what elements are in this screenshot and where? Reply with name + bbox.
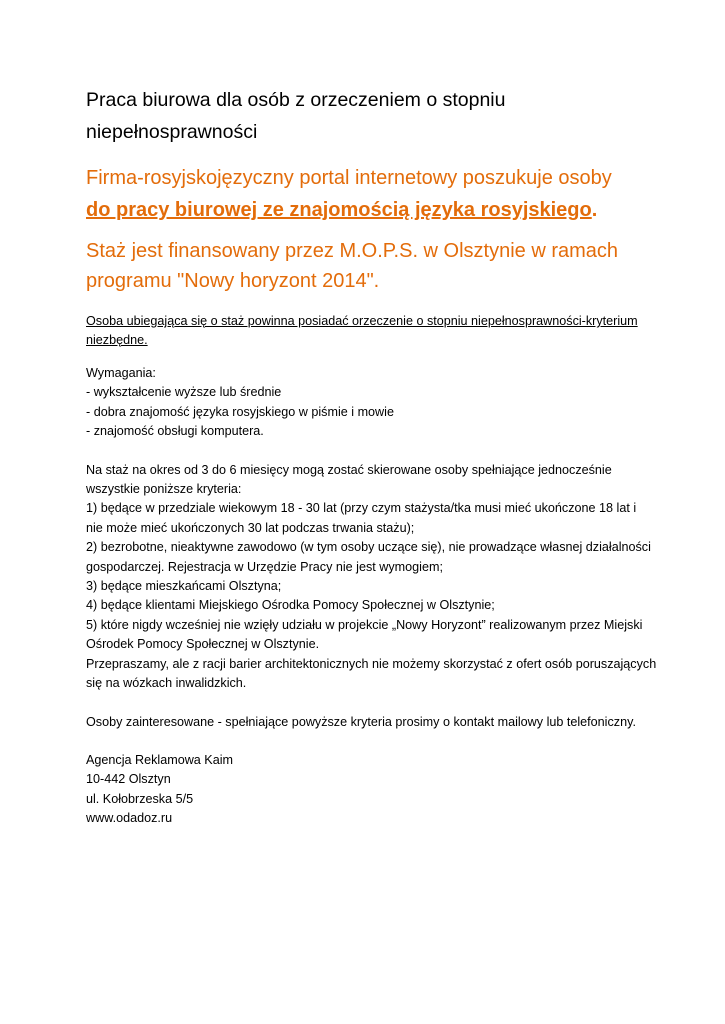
- job-title-period: .: [591, 199, 598, 221]
- requirement-item: - dobra znajomość języka rosyjskiego w piśmie i mowie: [86, 404, 394, 419]
- requirement-note-line: niezbędne.: [86, 333, 148, 347]
- requirement-note: [86, 312, 646, 350]
- funding-lead-line: programu "Nowy horyzont 2014".: [86, 270, 380, 292]
- contact-request-text: Osoby zainteresowane - spełniające powyższe kryteria prosimy o kontakt mailowy lub telefoniczny.: [86, 714, 636, 729]
- company-lead: [86, 162, 646, 226]
- address-block: [86, 751, 646, 829]
- requirement-item: - wykształcenie wyższe lub średnie: [86, 385, 282, 400]
- website-link[interactable]: www.odadoz.ru: [86, 811, 173, 826]
- job-title-emphasis: do pracy biurowej ze znajomością języka rosyjskiego: [86, 199, 592, 221]
- criteria-line: Ośrodek Pomocy Społecznej w Olsztynie.: [86, 637, 320, 652]
- document-page: [86, 84, 657, 829]
- document-title: [86, 84, 646, 148]
- company-lead-line: Firma-rosyjskojęzyczny portal internetowy poszukuje osoby: [86, 167, 612, 189]
- title-line: Praca biurowa dla osób z orzeczeniem o stopniu: [86, 89, 506, 111]
- criteria-line: się na wózkach inwalidzkich.: [86, 676, 247, 691]
- criteria-line: 5) które nigdy wcześniej nie wzięły udziału w projekcie „Nowy Horyzont” realizowanym przez Miejski: [86, 617, 643, 632]
- company-name: Agencja Reklamowa Kaim: [86, 752, 233, 767]
- criteria-line: 3) będące mieszkańcami Olsztyna;: [86, 579, 282, 594]
- criteria-line: nie może mieć ukończonych 30 lat podczas trwania stażu);: [86, 520, 415, 535]
- criteria-line: Przepraszamy, ale z racji barier architektonicznych nie możemy skorzystać z ofert osób poruszających: [86, 656, 657, 671]
- criteria-line: 2) bezrobotne, nieaktywne zawodowo (w tym osoby uczące się), nie prowadzące własnej działalności: [86, 540, 651, 555]
- contact-request: [86, 713, 646, 732]
- requirement-note-line: Osoba ubiegająca się o staż powinna posiadać orzeczenie o stopniu niepełnosprawności-kryterium: [86, 314, 638, 328]
- funding-lead-line: Staż jest finansowany przez M.O.P.S. w Olsztynie w ramach: [86, 240, 619, 262]
- postal-city: 10-442 Olsztyn: [86, 772, 171, 787]
- criteria-line: Na staż na okres od 3 do 6 miesięcy mogą zostać skierowane osoby spełniające jednocześnie: [86, 462, 612, 477]
- requirements-heading: Wymagania:: [86, 366, 156, 380]
- criteria-section: [86, 461, 657, 694]
- criteria-line: gospodarczej. Rejestracja w Urzędzie Pracy nie jest wymogiem;: [86, 559, 443, 574]
- funding-lead: [86, 236, 646, 296]
- requirements-section: [86, 364, 646, 442]
- criteria-line: wszystkie poniższe kryteria:: [86, 482, 242, 497]
- requirement-item: - znajomość obsługi komputera.: [86, 424, 264, 439]
- criteria-line: 1) będące w przedziale wiekowym 18 - 30 lat (przy czym stażysta/tka musi mieć ukończone 18 lat i: [86, 501, 637, 516]
- criteria-line: 4) będące klientami Miejskiego Ośrodka Pomocy Społecznej w Olsztynie;: [86, 598, 495, 613]
- street-address: ul. Kołobrzeska 5/5: [86, 791, 194, 806]
- title-line: niepełnosprawności: [86, 121, 258, 143]
